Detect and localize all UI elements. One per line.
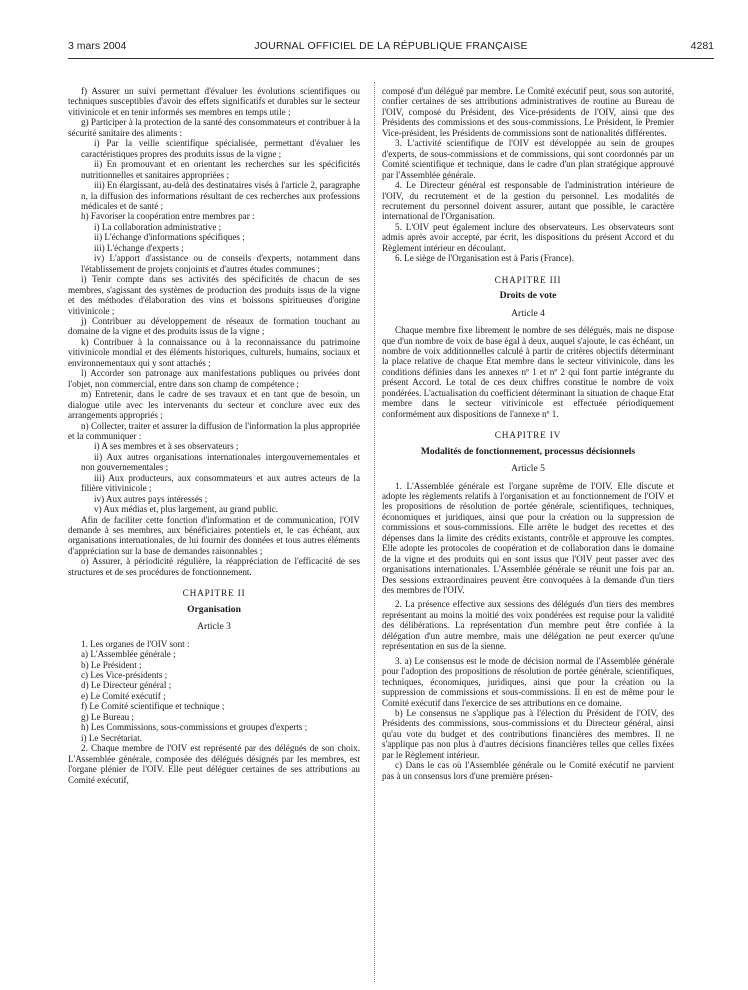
list-item: f) Le Comité scientifique et technique ; bbox=[81, 701, 225, 712]
list-item: v) Aux médias et, plus largement, au grand public. bbox=[94, 504, 279, 515]
paragraph: iii) En élargissant, au-delà des destinataires visés à l'article 2, paragraphe n, la diffusion des informations résultant de ces recherches aux professions médicales et de santé ; bbox=[81, 180, 360, 211]
chapter-title: Droits de vote bbox=[499, 290, 557, 302]
paragraph: l) Accorder son patronage aux manifestations publiques ou privées dont l'objet, non commercial, entre dans son champ de compétence ; bbox=[68, 368, 360, 389]
paragraph: m) Entretenir, dans le cadre de ses travaux et en tant que de besoin, un dialogue utile avec les intervenants du secteur et conclure avec eux des arrangements appropriés ; bbox=[68, 389, 360, 421]
list-item: d) Le Directeur général ; bbox=[81, 680, 172, 691]
article-heading: Article 5 bbox=[511, 463, 545, 475]
paragraph: j) Contribuer au développement de réseaux de formation touchant au domaine de la vigne et des produits issus de la vigne ; bbox=[68, 315, 360, 337]
paragraph: ii) En promouvant et en orientant les recherches sur les spécificités nutritionnelles et sanitaires appropriées ; bbox=[81, 159, 360, 180]
paragraph: 5. L'OIV peut également inclure des observateurs. Les observateurs sont admis après avoir accepté, par écrit, les dispositions du présent Accord et du Règlement intérieur en découlant. bbox=[382, 221, 674, 253]
header-page-number: 4281 bbox=[690, 40, 714, 52]
paragraph: 3. a) Le consensus est le mode de décision normal de l'Assemblée générale pour l'adoption des propositions de résolution de portée générale, scientifiques, techniques, économiques, juridiques, ainsi que pour la création ou la suppression de commissions et sous-commissions. Il en est de même pour le Comité exécutif dans l'exercice de ses attributions en ce domaine. bbox=[382, 655, 674, 708]
list-item: a) L'Assemblée générale ; bbox=[81, 649, 176, 660]
list-item: iv) Aux autres pays intéressés ; bbox=[94, 493, 208, 504]
list-item: iii) Aux producteurs, aux consommateurs et aux autres acteurs de la filière vitivinicole ; bbox=[81, 472, 360, 494]
chapter-heading: CHAPITRE IV bbox=[494, 431, 562, 442]
list-item: e) Le Comité exécutif ; bbox=[81, 690, 166, 701]
list-item: g) Le Bureau ; bbox=[81, 711, 134, 722]
paragraph: composé d'un délégué par membre. Le Comité exécutif peut, sous son autorité, confier certaines de ses attributions administratives de routine au Bureau de l'OIV, composé du Président, des Vice-présidents de l'OIV, ainsi que des Présidents des commissions et des sous-commissions. Le Président, le Premier Vice-président, les Présidents de commissions sont de nationalités différentes. bbox=[382, 86, 674, 138]
paragraph: g) Participer à la protection de la santé des consommateurs et contribuer à la sécurité sanitaire des aliments : bbox=[68, 117, 360, 138]
list-item: c) Les Vice-présidents ; bbox=[81, 670, 168, 681]
paragraph: k) Contribuer à la connaissance ou à la reconnaissance du patrimoine vitivinicole mondial et des éléments historiques, culturels, humains, sociaux et environnementaux qui y sont attachés ; bbox=[68, 336, 360, 368]
paragraph: 1. Les organes de l'OIV sont : bbox=[81, 638, 190, 649]
paragraph: 4. Le Directeur général est responsable de l'administration intérieure de l'OIV, du recrutement et de la gestion du personnel. Les modalités de recrutement du personnel doivent assurer, autant que possible, le caractère international de l'Organisation. bbox=[382, 180, 674, 222]
header-date: 3 mars 2004 bbox=[68, 40, 127, 52]
chapter-title: Organisation bbox=[187, 603, 241, 615]
paragraph: 2. La présence effective aux sessions des délégués d'un tiers des membres représentant au moins la moitié des voix pondérées est requise pour la validité des délibérations. La représentation d'un membre peut être confiée à la délégation d'un autre membre, mais une délégation ne peut exercer qu'une représentation en sus de la sienne. bbox=[382, 599, 674, 652]
paragraph: Chaque membre fixe librement le nombre de ses délégués, mais ne dispose que d'un nombre de voix de base égal à deux, auquel s'ajoute, le cas échéant, un nombre de voix additionnelles calculé à partir de critères objectifs déterminant la place relative de chaque Etat membre dans le secteur vitivinicole, dans les conditions définies dans les annexes nº 1 et nº 2 qui font partie intégrante du présent Accord. Le total de ces deux chiffres constitue le nombre de voix pondérées. L'actualisation du coefficient déterminant la situation de chaque Etat membre dans le secteur vitivinicole est effectuée périodiquement conformément aux dispositions de l'annexe nº 1. bbox=[382, 325, 674, 419]
paragraph: b) Le consensus ne s'applique pas à l'élection du Président de l'OIV, des Présidents des commissions, sous-commissions et du Directeur général, ainsi qu'au vote du budget et des contributions financières des membres. Il ne s'applique pas non plus à d'autres décisions financières telles que celles fixées par le Règlement intérieur. bbox=[382, 708, 674, 760]
paragraph: Afin de faciliter cette fonction d'information et de communication, l'OIV demande à ses membres, aux bénéficiaires potentiels et, le cas échéant, aux organisations internationales, de lui fournir des données et tous autres éléments d'appréciation sur la base de demandes raisonnables ; bbox=[68, 514, 360, 556]
chapter-heading: CHAPITRE II bbox=[182, 589, 246, 600]
list-item: iii) L'échange d'experts ; bbox=[94, 242, 184, 253]
list-item: i) A ses membres et à ses observateurs ; bbox=[94, 441, 239, 452]
chapter-heading: CHAPITRE III bbox=[494, 275, 562, 286]
paragraph: 3. L'activité scientifique de l'OIV est développée au sein de groupes d'experts, de sous-commissions et de commissions, qui sont coordonnés par un Comité scientifique et technique, dans le cadre d'un plan stratégique approuvé par l'Assemblée générale. bbox=[382, 138, 674, 180]
page-header bbox=[68, 40, 714, 56]
paragraph: 2. Chaque membre de l'OIV est représenté par des délégués de son choix. L'Assemblée générale, composée des délégués désignés par les membres, est l'organe plénier de l'OIV. Elle peut déléguer certaines de ses attributions au Comité exécutif, bbox=[68, 743, 360, 785]
chapter-title: Modalités de fonctionnement, processus décisionnels bbox=[420, 445, 636, 457]
list-item: ii) L'échange d'informations spécifiques ; bbox=[94, 232, 245, 243]
paragraph: o) Assurer, à périodicité régulière, la réappréciation de l'efficacité de ses structures et de ses procédures de fonctionnement. bbox=[68, 556, 360, 577]
article-heading: Article 4 bbox=[511, 307, 545, 319]
list-item: iv) L'apport d'assistance ou de conseils d'experts, notamment dans l'établissement de projets conjoints et d'autres études communes ; bbox=[81, 253, 360, 274]
column-divider bbox=[374, 82, 375, 982]
left-column bbox=[68, 86, 360, 976]
header-rule bbox=[68, 58, 714, 59]
paragraph: c) Dans le cas où l'Assemblée générale ou le Comité exécutif ne parvient pas à un consensus lors d'une première présen- bbox=[382, 760, 674, 781]
header-title: JOURNAL OFFICIEL DE LA RÉPUBLIQUE FRANÇAISE bbox=[254, 40, 528, 52]
list-item: h) Les Commissions, sous-commissions et groupes d'experts ; bbox=[81, 722, 308, 733]
paragraph: h) Favoriser la coopération entre membres par : bbox=[81, 211, 255, 222]
list-item: ii) Aux autres organisations internationales intergouvernementales et non gouvernementales ; bbox=[81, 451, 360, 473]
list-item: b) Le Président ; bbox=[81, 659, 142, 670]
paragraph: n) Collecter, traiter et assurer la diffusion de l'information la plus appropriée et la communiquer : bbox=[68, 420, 360, 441]
article-heading: Article 3 bbox=[197, 621, 231, 633]
paragraph: i) Tenir compte dans ses activités des spécificités de chacun de ses membres, s'agissant des systèmes de production des produits issus de la vigne et des méthodes d'élaboration des vins et boissons spiritueuses d'origine vitivinicole ; bbox=[68, 274, 360, 316]
paragraph: i) Par la veille scientifique spécialisée, permettant d'évaluer les caractéristiques propres des produits issus de la vigne ; bbox=[81, 138, 360, 159]
paragraph: 6. Le siège de l'Organisation est à Paris (France). bbox=[395, 253, 574, 264]
paragraph: 1. L'Assemblée générale est l'organe suprême de l'OIV. Elle discute et adopte les règlements relatifs à l'organisation et au fonctionnement de l'OIV et les propositions de résolution de portée générale, scientifiques, techniques, économiques et juridiques, ainsi que pour la création ou la suppression de commissions et sous-commissions. Elle arrête le budget des recettes et des dépenses dans la limite des crédits existants, contrôle et approuve les comptes. Elle adopte les protocoles de coopération et de collaboration dans le domaine de la vigne et des produits qui en sont issus que l'OIV peut passer avec des organisations internationales. L'Assemblée générale se réunit une fois par an. Des sessions extraordinaires peuvent être convoquées à la demande d'un tiers des membres de l'OIV. bbox=[382, 480, 674, 596]
paragraph: f) Assurer un suivi permettant d'évaluer les évolutions scientifiques ou techniques susceptibles d'avoir des effets significatifs et durables sur le secteur vitivinicole et en tenir informés ses membres en temps utile ; bbox=[68, 86, 360, 117]
list-item: i) Le Secrétariat. bbox=[81, 732, 143, 743]
right-column bbox=[382, 86, 674, 976]
list-item: i) La collaboration administrative ; bbox=[94, 221, 222, 232]
